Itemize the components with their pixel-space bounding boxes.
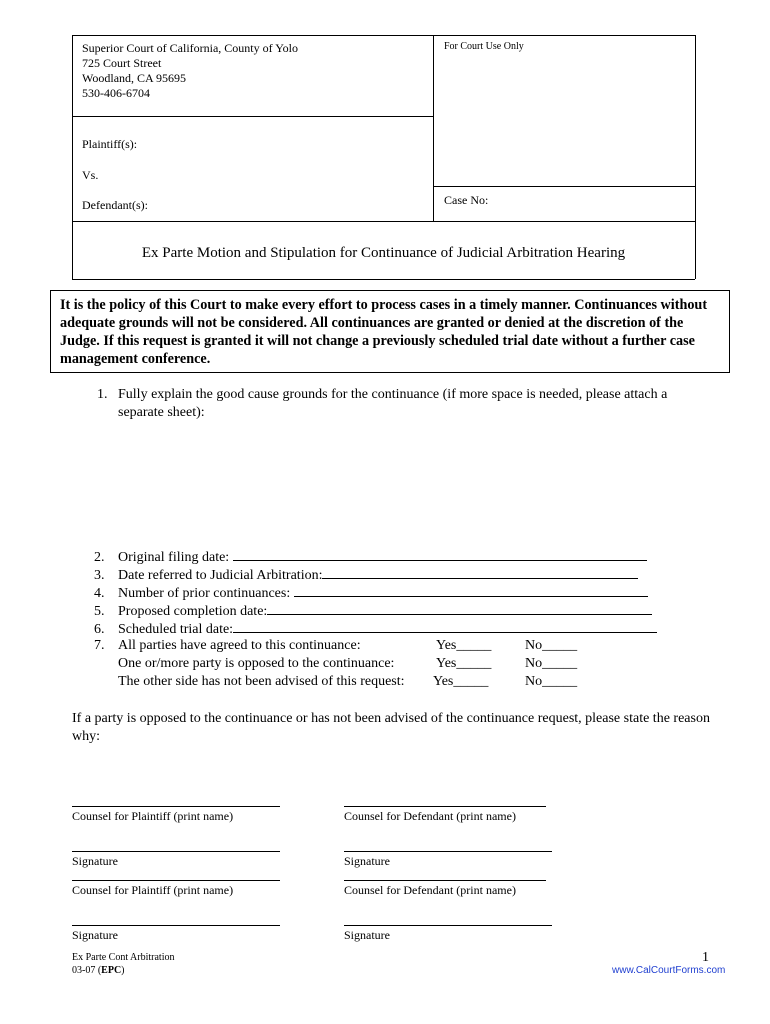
defendant-counsel-name-line[interactable] — [344, 880, 546, 881]
counsel-defendant-label: Counsel for Defendant (print name) — [344, 809, 516, 823]
header-right-border — [695, 35, 696, 279]
scheduled-trial-date-field[interactable] — [233, 619, 657, 633]
not-advised-no[interactable]: No_____ — [525, 674, 578, 689]
plaintiff-counsel-name-line[interactable] — [72, 880, 280, 881]
court-city: Woodland, CA 95695 — [82, 71, 187, 85]
opposed-no[interactable]: No_____ — [525, 656, 578, 671]
item-label: Proposed completion date: — [118, 604, 268, 619]
policy-notice-box — [50, 290, 730, 373]
item-7-row — [118, 637, 361, 655]
header-bottom-border — [72, 279, 695, 280]
item-number: 4. — [94, 586, 105, 601]
proposed-completion-date-field[interactable] — [267, 601, 652, 615]
case-no-label: Case No: — [444, 193, 489, 207]
court-address-divider — [72, 116, 433, 117]
page-number: 1 — [702, 950, 709, 965]
plaintiff-counsel-name-line[interactable] — [72, 806, 280, 807]
item-number: 2. — [94, 550, 105, 565]
item-number: 5. — [94, 604, 105, 619]
list-item — [94, 583, 648, 602]
item-7-label: One or/more party is opposed to the continuance: — [118, 656, 395, 671]
case-no-top-border — [433, 186, 695, 187]
plaintiff-signature-line[interactable] — [72, 851, 280, 852]
signature-label: Signature — [72, 854, 118, 868]
item-7-row — [118, 673, 405, 691]
item-label: Scheduled trial date: — [118, 622, 234, 637]
header-left-border — [72, 35, 73, 279]
item-7-row — [118, 655, 394, 673]
plaintiff-signature-line[interactable] — [72, 925, 280, 926]
item-label: Number of prior continuances: — [118, 586, 294, 601]
title-top-border — [72, 221, 695, 222]
defendant-counsel-name-line[interactable] — [344, 806, 546, 807]
item-label: Date referred to Judicial Arbitration: — [118, 568, 323, 583]
item-number: 6. — [94, 622, 105, 637]
header-middle-divider — [433, 35, 434, 221]
defendant-signature-line[interactable] — [344, 925, 552, 926]
vs-label: Vs. — [82, 168, 99, 182]
not-advised-yes[interactable]: Yes_____ — [433, 674, 489, 689]
signature-label: Signature — [344, 854, 390, 868]
header-top-border — [72, 35, 695, 36]
defendant-label: Defendant(s): — [82, 198, 148, 212]
form-title: Ex Parte Motion and Stipulation for Continuance of Judicial Arbitration Hearing — [141, 245, 626, 261]
item-1-number: 1. — [97, 387, 108, 402]
opposed-yes[interactable]: Yes_____ — [436, 656, 492, 671]
footer-form-name: Ex Parte Cont Arbitration — [72, 952, 175, 963]
item-1-text: Fully explain the good cause grounds for the continuance (if more space is needed, please attach a separate sheet): — [118, 387, 668, 420]
item-7-label: The other side has not been advised of this request: — [118, 674, 405, 689]
original-filing-date-field[interactable] — [233, 547, 647, 561]
date-referred-field[interactable] — [322, 565, 638, 579]
court-phone: 530-406-6704 — [82, 86, 150, 100]
counsel-defendant-label: Counsel for Defendant (print name) — [344, 883, 516, 897]
court-address — [82, 41, 298, 101]
website-link[interactable]: www.CalCourtForms.com — [612, 965, 726, 976]
court-use-label: For Court Use Only — [444, 41, 524, 52]
footer-form-code: 03-07 (EPC) — [72, 965, 125, 976]
plaintiff-label: Plaintiff(s): — [82, 137, 138, 151]
reason-text: If a party is opposed to the continuance or has not been advised of the continuance request, please state the reason why: — [72, 711, 710, 744]
defendant-signature-line[interactable] — [344, 851, 552, 852]
list-item — [94, 547, 647, 566]
prior-continuances-field[interactable] — [294, 583, 648, 597]
item-number: 3. — [94, 568, 105, 583]
item-label: Original filing date: — [118, 550, 233, 565]
signature-label: Signature — [344, 928, 390, 942]
item-7-number: 7. — [94, 638, 105, 653]
list-item — [94, 565, 638, 584]
agreed-no[interactable]: No_____ — [525, 638, 578, 653]
court-name: Superior Court of California, County of Yolo — [82, 41, 298, 55]
policy-notice-text: It is the policy of this Court to make every effort to process cases in a timely manner. Continuances without adequate grounds will not be considered. All continuances are granted or denied at the discretion of the Judge. If this request is granted it will not change a previously scheduled trial date without a further case management conference. — [60, 297, 708, 367]
signature-label: Signature — [72, 928, 118, 942]
agreed-yes[interactable]: Yes_____ — [436, 638, 492, 653]
counsel-plaintiff-label: Counsel for Plaintiff (print name) — [72, 883, 234, 897]
list-item — [94, 619, 657, 638]
form-code-bold: EPC — [101, 965, 122, 976]
court-street: 725 Court Street — [82, 56, 162, 70]
counsel-plaintiff-label: Counsel for Plaintiff (print name) — [72, 809, 234, 823]
item-7-label: All parties have agreed to this continuance: — [118, 638, 361, 653]
list-item — [94, 601, 652, 620]
